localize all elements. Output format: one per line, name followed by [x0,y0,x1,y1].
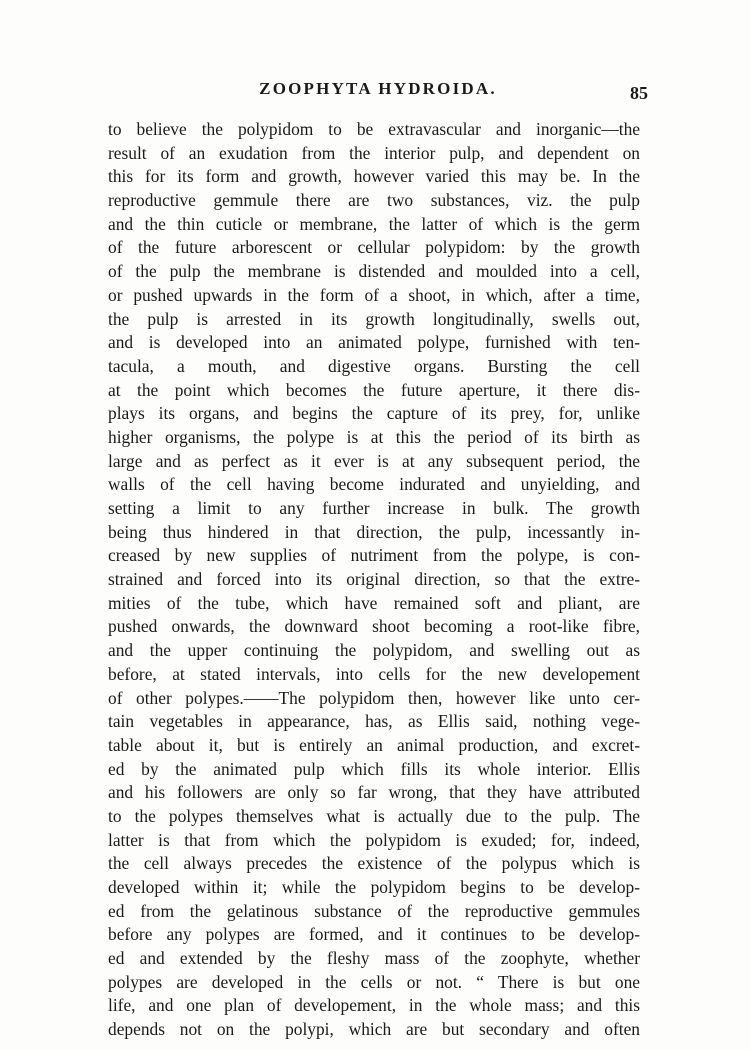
text-line: of the pulp the membrane is distended and moulded into a cell, [108,261,640,282]
text-line: to believe the polypidom to be extravascular and inorganic—the [108,119,640,139]
text-line: large and as perfect as it ever is at any subsequent period, the [108,450,640,471]
text-line: the pulp is arrested in its growth longitudinally, swells out, [108,308,640,329]
text-line: and the upper continuing the polypidom, and swelling out as [108,640,640,661]
text-line: at the point which becomes the future aperture, it there dis- [108,379,640,400]
text-line: and the thin cuticle or membrane, the latter of which is the germ [108,213,640,234]
text-line: polypes are developed in the cells or not. “ There is but one [108,971,640,992]
text-line: depends not on the polypi, which are but secondary and often [108,1019,640,1040]
text-line: before any polypes are formed, and it continues to be develop- [108,924,640,945]
text-line: and is developed into an animated polype, furnished with ten- [108,332,640,353]
text-line: ed from the gelatinous substance of the reproductive gemmules [108,900,640,921]
text-line: pushed onwards, the downward shoot becoming a root-like fibre, [108,616,640,637]
text-line: walls of the cell having become indurated and unyielding, and [108,474,640,495]
text-line: strained and forced into its original direction, so that the extre- [108,569,640,590]
text-line: mities of the tube, which have remained soft and pliant, are [108,592,640,613]
text-line: plays its organs, and begins the capture of its prey, for, unlike [108,403,640,424]
text-line: reproductive gemmule there are two substances, viz. the pulp [108,190,640,211]
body-text [108,118,640,1042]
running-head [108,79,648,105]
text-line: to the polypes themselves what is actually due to the pulp. The [108,805,640,826]
text-line: tacula, a mouth, and digestive organs. Bursting the cell [108,355,640,376]
text-line: and his followers are only so far wrong, that they have attributed [108,782,640,803]
text-line: result of an exudation from the interior pulp, and dependent on [108,142,640,163]
page-number: 85 [630,83,648,103]
text-line: ed and extended by the fleshy mass of the zoophyte, whether [108,948,640,969]
text-line: of other polypes.——The polypidom then, however like unto cer- [108,687,640,708]
text-line: life, and one plan of developement, in the whole mass; and this [108,995,640,1016]
text-line: before, at stated intervals, into cells for the new developement [108,663,640,684]
text-line: this for its form and growth, however varied this may be. In the [108,166,640,187]
text-line: setting a limit to any further increase in bulk. The growth [108,498,640,518]
text-line: table about it, but is entirely an animal production, and excret- [108,734,640,755]
text-line: creased by new supplies of nutriment from the polype, is con- [108,545,640,566]
text-line: developed within it; while the polypidom begins to be develop- [108,877,640,897]
text-line: tain vegetables in appearance, has, as Ellis said, nothing vege- [108,711,640,732]
text-line: the cell always precedes the existence of the polypus which is [108,853,640,874]
text-line: latter is that from which the polypidom is exuded; for, indeed, [108,829,640,850]
running-title: ZOOPHYTA HYDROIDA. [259,79,497,98]
text-line: ed by the animated pulp which fills its whole interior. Ellis [108,758,640,779]
text-line: or pushed upwards in the form of a shoot, in which, after a time, [108,284,640,305]
text-line: higher organisms, the polype is at this the period of its birth as [108,426,640,447]
text-line: of the future arborescent or cellular polypidom: by the growth [108,237,640,258]
text-line: being thus hindered in that direction, the pulp, incessantly in- [108,521,640,542]
